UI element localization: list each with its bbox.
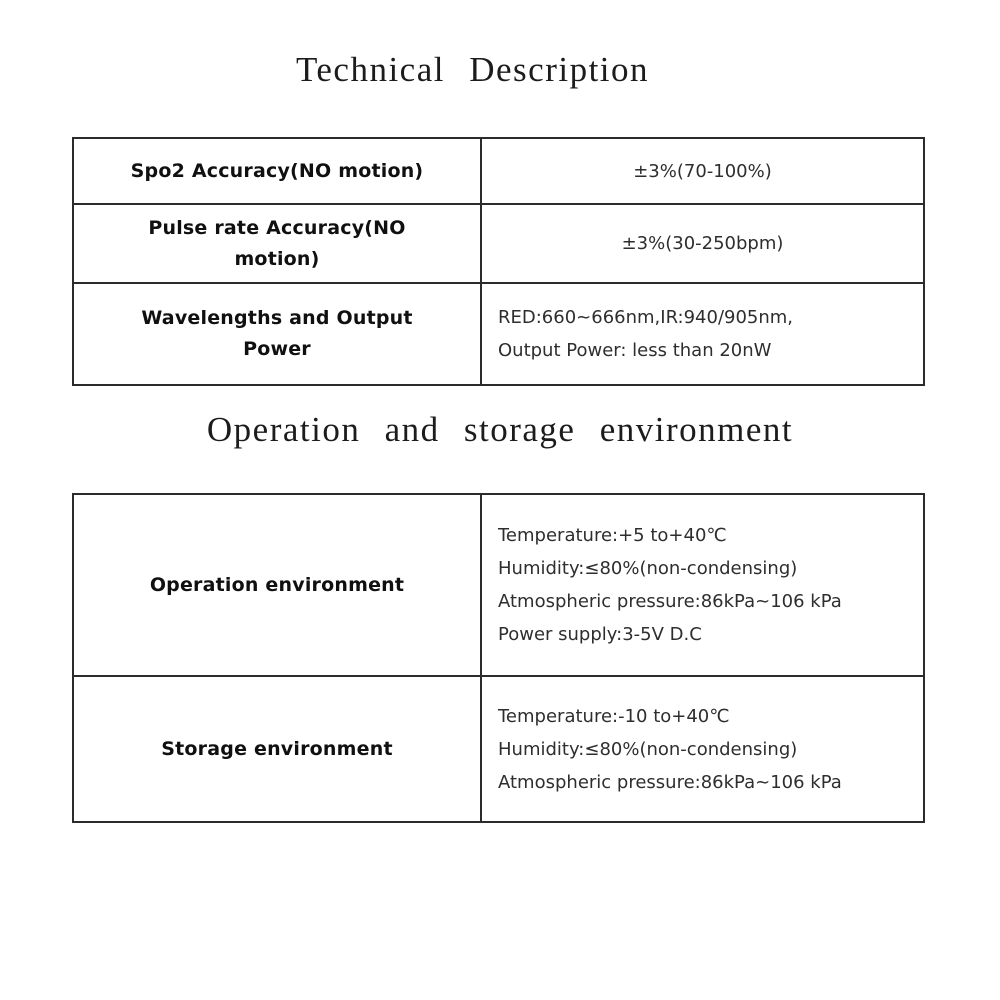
value-line: Temperature:+5 to+40℃: [498, 525, 727, 546]
label-line: Pulse rate Accuracy(NO: [148, 216, 406, 239]
row-value-cell: [482, 284, 923, 384]
row-label-cell: [74, 139, 482, 203]
label-line: Storage environment: [161, 737, 393, 760]
value-line: Atmospheric pressure:86kPa~106 kPa: [498, 771, 842, 793]
row-value-cell: [482, 495, 923, 675]
row-value-cell: [482, 205, 923, 282]
value-line: Temperature:-10 to+40℃: [498, 705, 730, 727]
table-row-pulse-rate-accuracy: [74, 203, 923, 282]
label-line: Operation environment: [149, 573, 405, 596]
label-line: Spo2 Accuracy(NO motion): [130, 159, 424, 182]
table-row-wavelengths-output-power: [74, 282, 923, 384]
value-line: ±3%(30-250bpm): [621, 233, 784, 254]
section-title-technical-description: Technical Description: [295, 50, 650, 89]
environment-table: [72, 493, 925, 823]
row-value-cell: [482, 677, 923, 821]
value-line: Humidity:≤80%(non-condensing): [498, 738, 798, 760]
label-line: Power: [243, 338, 311, 360]
row-value-cell: [482, 139, 923, 203]
row-label-cell: [74, 677, 482, 821]
technical-description-table: [72, 137, 925, 386]
label-line: motion): [234, 247, 320, 270]
row-label-cell: [74, 495, 482, 675]
section-title-operation-storage-environment: Operation and storage environment: [206, 410, 794, 449]
value-line: Power supply:3-5V D.C: [498, 624, 702, 645]
value-line: RED:660~666nm,IR:940/905nm,: [498, 307, 794, 328]
value-line: Output Power: less than 20nW: [498, 340, 772, 361]
label-line: Wavelengths and Output: [141, 307, 413, 329]
table-row-storage-environment: [74, 675, 923, 821]
value-line: Humidity:≤80%(non-condensing): [498, 558, 798, 579]
row-label-cell: [74, 205, 482, 282]
value-line: Atmospheric pressure:86kPa~106 kPa: [498, 591, 842, 612]
value-line: ±3%(70-100%): [633, 160, 772, 182]
table-row-operation-environment: [74, 495, 923, 675]
row-label-cell: [74, 284, 482, 384]
table-row-spo2-accuracy: [74, 139, 923, 203]
